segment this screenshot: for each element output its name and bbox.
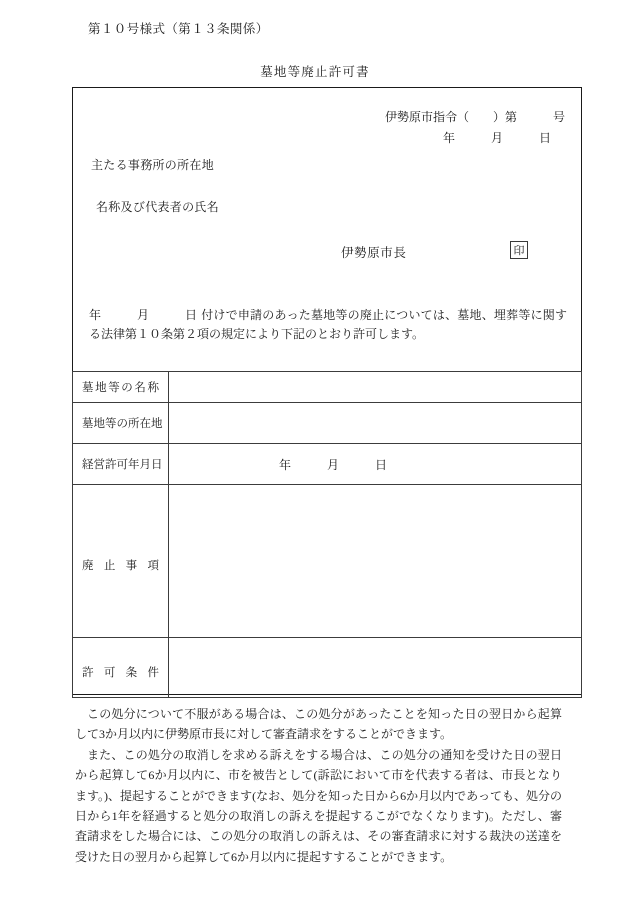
appeal-rights-notice	[75, 704, 562, 867]
issuer-row	[73, 241, 581, 265]
decree-number-line: 伊勢原市指令（ ）第 号	[384, 110, 565, 124]
permit-statement	[89, 306, 567, 344]
row-label-cemetery-address	[73, 403, 169, 444]
table-row	[73, 485, 582, 638]
label-chars: 経 営 許 可 年 月 日	[82, 459, 163, 471]
table-row	[73, 444, 582, 485]
statement-body-text: 付けで申請のあった墓地等の廃止については、墓地、埋葬等に関する法律第１０条第２項の規定により下記のとおり許可します。	[89, 308, 567, 341]
appeal-paragraph-1: この処分について不服がある場合は、この処分があったことを知った日の翌日から起算して3か月以内に伊勢原市長に対して審査請求をすることができます。	[75, 707, 562, 742]
document-title: 墓地等廃止許可書	[260, 65, 370, 79]
office-address-label: 主たる事務所の所在地	[91, 158, 215, 172]
row-label-abolition-items	[73, 485, 169, 638]
label-chars: 墓 地 等 の 所 在 地	[82, 418, 163, 430]
table-row	[73, 372, 582, 403]
row-label-management-permit-date	[73, 444, 169, 485]
name-and-representative-label: 名称及び代表者の氏名	[96, 200, 220, 214]
permit-details-table	[72, 371, 582, 698]
row-label-cemetery-name	[73, 372, 169, 403]
issuer-name: 伊勢原市長	[341, 246, 407, 260]
seal-stamp-icon: 印	[510, 241, 528, 259]
row-value-cemetery-address[interactable]	[169, 403, 582, 444]
label-chars: 廃 止 事 項	[82, 560, 159, 572]
statement-date-blank: 年 月 日	[89, 308, 198, 322]
table-row	[73, 638, 582, 698]
row-value-permit-conditions[interactable]	[169, 638, 582, 698]
permit-main-box	[72, 87, 582, 695]
row-value-management-permit-date[interactable]	[169, 444, 582, 485]
label-chars: 墓 地 等 の 名 称	[82, 382, 159, 394]
row-value-abolition-items[interactable]	[169, 485, 582, 638]
issue-date-line: 年 月 日	[442, 131, 551, 145]
form-number-label: 第１０号様式（第１３条関係）	[88, 22, 269, 36]
value-text: 年 月 日	[279, 457, 388, 472]
appeal-paragraph-2: また、この処分の取消しを求める訴えをする場合は、この処分の通知を受けた日の翌日から起算して6か月以内に、市を被告として(訴訟において市を代表する者は、市長となります。)、提起することができます(なお、処分を知った日から6か月以内であっても、処分の日から1年を経過すると処分の取消しの訴えを提起するこがでなくなります)。ただし、審査請求をした場合には、この処分の取消しの訴えは、その審査請求に対する裁決の送達を受けた日の翌月から起算して6か月以内に提起すすることができます。	[75, 747, 562, 864]
row-label-permit-conditions	[73, 638, 169, 698]
table-row	[73, 403, 582, 444]
row-value-cemetery-name[interactable]	[169, 372, 582, 403]
label-chars: 許 可 条 件	[82, 666, 159, 679]
